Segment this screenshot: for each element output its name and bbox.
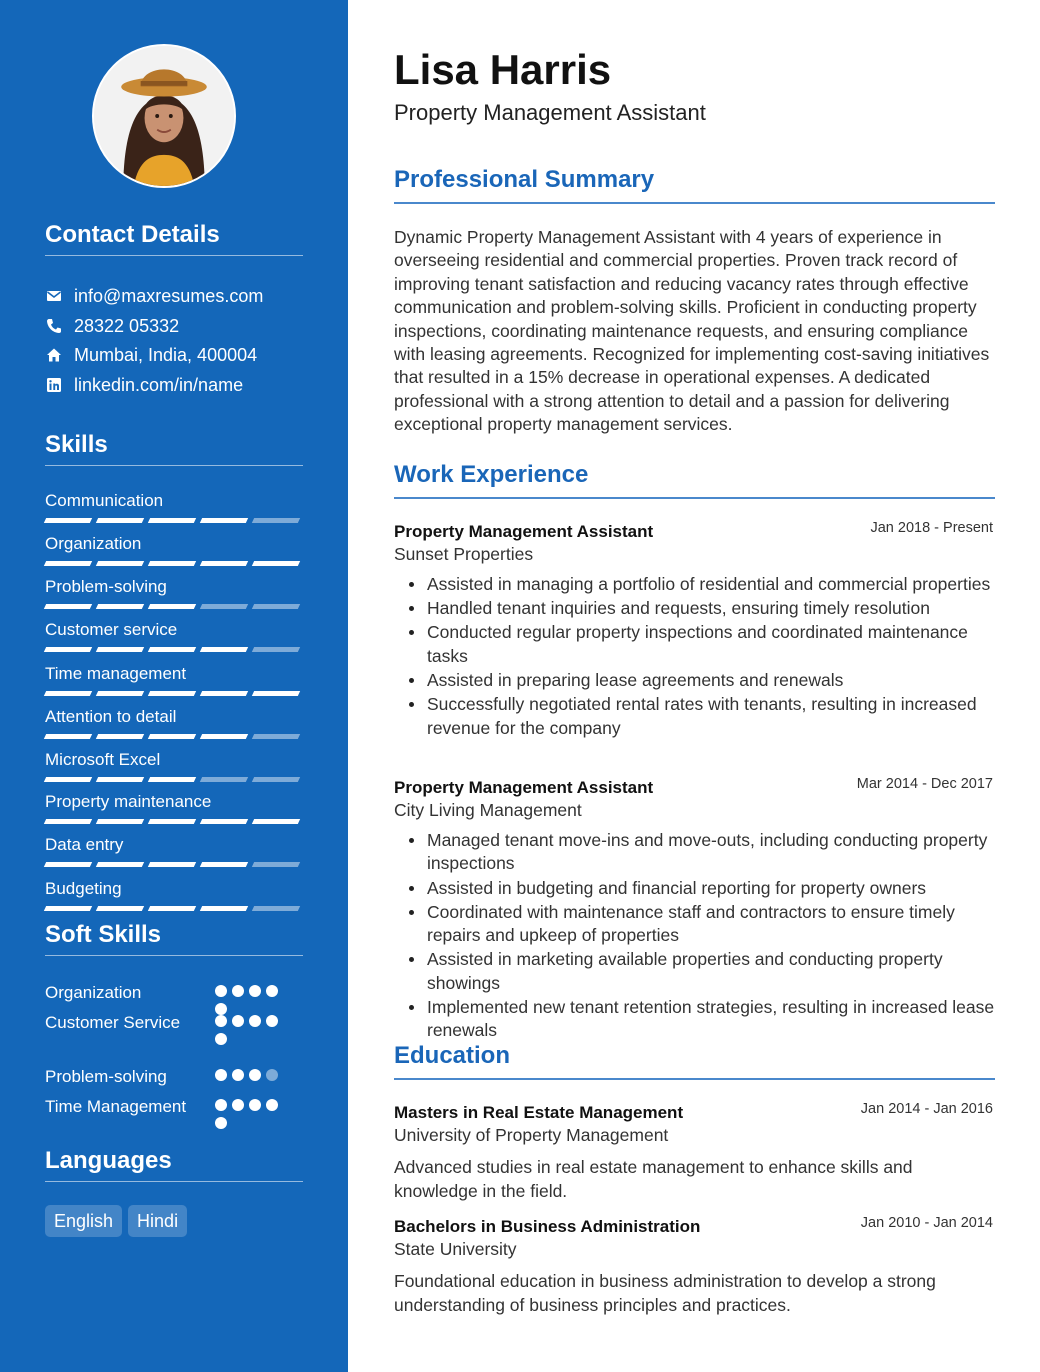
skill-name: Budgeting — [45, 879, 122, 898]
contact-address — [45, 343, 303, 367]
contact-linkedin[interactable] — [45, 373, 303, 397]
skill-level-segment — [200, 647, 248, 652]
skill-level-bar — [45, 518, 303, 523]
skill-level-segment — [148, 604, 196, 609]
job-date: Jan 2018 - Present — [870, 520, 993, 536]
languages-list — [45, 1205, 187, 1237]
skill-level-segment — [96, 819, 144, 824]
contact-address-text: Mumbai, India, 400004 — [74, 344, 258, 365]
skill-level-segment — [96, 906, 144, 911]
profile-photo-icon — [94, 46, 234, 186]
education-heading: Education — [394, 1042, 995, 1080]
skill-level-segment — [44, 691, 92, 696]
skill-level-segment — [200, 518, 248, 523]
skill-level-segment — [44, 819, 92, 824]
skill-level-segment — [252, 862, 300, 867]
skill-item — [45, 792, 303, 824]
skill-level-segment — [96, 518, 144, 523]
contact-phone[interactable] — [45, 314, 303, 338]
job-date: Mar 2014 - Dec 2017 — [856, 776, 993, 792]
rating-dot — [249, 985, 261, 997]
skill-level-segment — [96, 604, 144, 609]
skill-item — [45, 707, 303, 739]
rating-dot — [232, 1099, 244, 1111]
job-title: Property Management Assistant — [394, 778, 654, 797]
candidate-title: Property Management Assistant — [394, 100, 706, 125]
skill-level-segment — [252, 777, 300, 782]
skill-level-segment — [148, 862, 196, 867]
job-bullet: Managed tenant move-ins and move-outs, including conducting property inspections — [427, 829, 995, 876]
avatar — [92, 44, 236, 188]
languages-heading: Languages — [45, 1147, 303, 1182]
skill-level-bar — [45, 906, 303, 911]
rating-dot — [215, 1099, 227, 1111]
skill-name: Data entry — [45, 835, 124, 854]
language-tag: English — [45, 1205, 122, 1237]
skill-name: Property maintenance — [45, 792, 212, 811]
envelope-icon — [45, 287, 63, 305]
skill-level-segment — [148, 734, 196, 739]
rating-dot — [215, 1015, 227, 1027]
summary-text: Dynamic Property Management Assistant with 4 years of experience in overseeing residential and commercial properties. Proven track record of improving tenant satisfaction and reducing vacancy rates through effective communication and problem-solving skills. Proficient in conducting property inspections, coordinating maintenance requests, and ensuring compliance with leasing agreements. Recognized for implementing cost-saving initiatives that resulted in a 15% decrease in operational expenses. A dedicated professional with a strong attention to detail and a passion for delivering exceptional property management services. — [394, 227, 990, 435]
contact-linkedin-text: linkedin.com/in/name — [74, 374, 244, 395]
skill-name: Microsoft Excel — [45, 750, 161, 769]
skill-level-segment — [44, 862, 92, 867]
soft-skill-name: Organization — [45, 983, 142, 1002]
edu-description: Advanced studies in real estate management to enhance skills and knowledge in the field. — [394, 1157, 913, 1201]
skill-level-bar — [45, 734, 303, 739]
job-title: Property Management Assistant — [394, 522, 654, 541]
skill-name: Communication — [45, 491, 164, 510]
soft-skill-rating — [215, 1015, 295, 1051]
skill-level-segment — [200, 734, 248, 739]
soft-skill-name: Time Management — [45, 1097, 187, 1116]
job-bullet: Assisted in managing a portfolio of residential and commercial properties — [427, 573, 995, 596]
skill-level-segment — [44, 604, 92, 609]
skill-level-segment — [200, 862, 248, 867]
skill-level-bar — [45, 862, 303, 867]
phone-icon — [45, 317, 63, 335]
skill-level-segment — [200, 906, 248, 911]
rating-dot — [249, 1069, 261, 1081]
skill-level-segment — [200, 819, 248, 824]
skill-level-bar — [45, 777, 303, 782]
skill-level-segment — [96, 734, 144, 739]
edu-school: University of Property Management — [394, 1125, 669, 1145]
rating-dot — [215, 1033, 227, 1045]
skill-level-segment — [148, 561, 196, 566]
job-bullet: Coordinated with maintenance staff and contractors to ensure timely repairs and upkeep of properties — [427, 901, 995, 948]
job-bullet: Assisted in preparing lease agreements and renewals — [427, 669, 995, 692]
skill-name: Organization — [45, 534, 142, 553]
skill-level-segment — [148, 906, 196, 911]
skill-item — [45, 491, 303, 523]
soft-skill-name: Customer Service — [45, 1013, 181, 1032]
rating-dot — [249, 1015, 261, 1027]
rating-dot — [215, 985, 227, 997]
skill-level-bar — [45, 691, 303, 696]
soft-skill-name: Problem-solving — [45, 1067, 167, 1086]
skill-level-segment — [44, 561, 92, 566]
skill-level-segment — [96, 862, 144, 867]
job-bullets — [427, 829, 995, 1044]
skill-level-segment — [148, 647, 196, 652]
skill-item — [45, 534, 303, 566]
job-company: City Living Management — [394, 800, 582, 820]
skill-level-segment — [44, 518, 92, 523]
skill-level-segment — [44, 734, 92, 739]
job-bullets — [427, 573, 995, 741]
skill-name: Attention to detail — [45, 707, 177, 726]
skill-level-segment — [96, 691, 144, 696]
edu-description: Foundational education in business administration to develop a strong understanding of business principles and practices. — [394, 1271, 936, 1315]
rating-dot — [266, 985, 278, 997]
rating-dot — [232, 1015, 244, 1027]
skill-level-segment — [252, 518, 300, 523]
rating-dot — [215, 1069, 227, 1081]
edu-degree: Bachelors in Business Administration — [394, 1217, 701, 1236]
contact-heading: Contact Details — [45, 221, 303, 256]
skill-level-bar — [45, 561, 303, 566]
skill-level-segment — [200, 561, 248, 566]
edu-degree: Masters in Real Estate Management — [394, 1103, 684, 1122]
skill-level-segment — [44, 647, 92, 652]
rating-dot — [215, 1117, 227, 1129]
skill-level-segment — [252, 819, 300, 824]
contact-email[interactable] — [45, 284, 303, 308]
sidebar — [0, 0, 348, 1372]
soft-skill-rating — [215, 1069, 295, 1087]
job-bullet: Handled tenant inquiries and requests, ensuring timely resolution — [427, 597, 995, 620]
job-bullet: Assisted in marketing available properties and conducting property showings — [427, 948, 995, 995]
rating-dot — [249, 1099, 261, 1111]
job-bullet: Assisted in budgeting and financial reporting for property owners — [427, 877, 995, 900]
skill-level-segment — [148, 691, 196, 696]
skill-level-bar — [45, 647, 303, 652]
skill-name: Problem-solving — [45, 577, 167, 596]
skill-level-segment — [148, 777, 196, 782]
skill-item — [45, 664, 303, 696]
skills-heading: Skills — [45, 431, 303, 466]
skill-level-segment — [44, 906, 92, 911]
job-bullet: Conducted regular property inspections and coordinated maintenance tasks — [427, 621, 995, 668]
skill-level-segment — [148, 518, 196, 523]
rating-dot — [232, 985, 244, 997]
skill-item — [45, 620, 303, 652]
skill-level-segment — [200, 604, 248, 609]
summary-heading: Professional Summary — [394, 166, 995, 204]
linkedin-icon — [45, 376, 63, 394]
skill-level-segment — [148, 819, 196, 824]
edu-date: Jan 2014 - Jan 2016 — [860, 1101, 993, 1117]
skill-level-segment — [252, 691, 300, 696]
rating-dot — [266, 1069, 278, 1081]
skill-level-segment — [96, 561, 144, 566]
job-bullet: Successfully negotiated rental rates with tenants, resulting in increased revenue for the company — [427, 693, 995, 740]
job-company: Sunset Properties — [394, 544, 534, 564]
skill-level-segment — [252, 906, 300, 911]
home-icon — [45, 346, 63, 364]
skill-level-segment — [96, 647, 144, 652]
rating-dot — [266, 1099, 278, 1111]
skill-item — [45, 750, 303, 782]
edu-date: Jan 2010 - Jan 2014 — [860, 1215, 993, 1231]
contact-email-text: info@maxresumes.com — [74, 285, 264, 306]
rating-dot — [266, 1015, 278, 1027]
candidate-name: Lisa Harris — [394, 46, 612, 93]
skill-level-segment — [252, 734, 300, 739]
rating-dot — [215, 1003, 227, 1015]
soft-skill-rating — [215, 1099, 295, 1135]
edu-school: State University — [394, 1239, 517, 1259]
skill-item — [45, 835, 303, 867]
rating-dot — [232, 1069, 244, 1081]
skill-level-bar — [45, 819, 303, 824]
skill-level-segment — [200, 777, 248, 782]
skill-level-segment — [44, 777, 92, 782]
language-tag: Hindi — [128, 1205, 187, 1237]
skill-level-segment — [200, 691, 248, 696]
skill-name: Time management — [45, 664, 187, 683]
skill-name: Customer service — [45, 620, 178, 639]
soft-skills-heading: Soft Skills — [45, 921, 303, 956]
contact-phone-text: 28322 05332 — [74, 315, 180, 336]
skill-level-bar — [45, 604, 303, 609]
experience-heading: Work Experience — [394, 461, 995, 499]
skill-level-segment — [252, 561, 300, 566]
skill-item — [45, 577, 303, 609]
skill-level-segment — [96, 777, 144, 782]
skill-item — [45, 879, 303, 911]
skill-level-segment — [252, 647, 300, 652]
job-bullet: Implemented new tenant retention strategies, resulting in increased lease renewals — [427, 996, 995, 1043]
skill-level-segment — [252, 604, 300, 609]
